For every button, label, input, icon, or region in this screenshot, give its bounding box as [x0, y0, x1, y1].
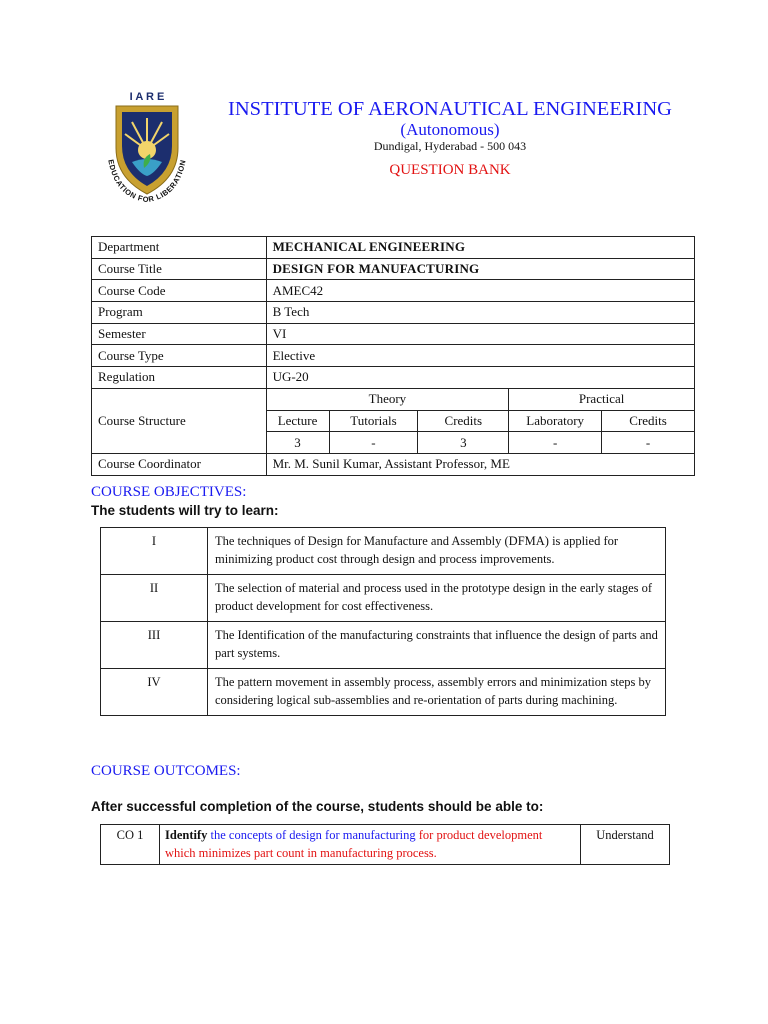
- table-row: [92, 258, 695, 280]
- course-code-label: Course Code: [92, 280, 267, 302]
- logo-motto: EDUCATION FOR LIBERATION: [106, 158, 188, 205]
- table-row: [92, 453, 695, 475]
- regulation-value: UG-20: [266, 367, 694, 389]
- practical-credits-value: -: [602, 432, 695, 454]
- department-label: Department: [92, 237, 267, 259]
- practical-credits-header: Credits: [602, 410, 695, 432]
- credits-header: Credits: [418, 410, 509, 432]
- course-type-label: Course Type: [92, 345, 267, 367]
- course-title-value: DESIGN FOR MANUFACTURING: [266, 258, 694, 280]
- table-row: [101, 825, 670, 865]
- objective-number: III: [101, 622, 208, 669]
- objectives-subheading: The students will try to learn:: [91, 503, 279, 518]
- objective-text: The techniques of Design for Manufacture and Assembly (DFMA) is applied for minimizing product cost through design and process improvements.: [208, 528, 666, 575]
- table-row: [92, 280, 695, 302]
- outcome-level: Understand: [581, 825, 670, 865]
- lecture-header: Lecture: [266, 410, 329, 432]
- table-row: [92, 237, 695, 259]
- outcome-verb: Identify: [165, 828, 208, 842]
- institute-logo: [92, 88, 202, 206]
- outcomes-heading: COURSE OUTCOMES:: [91, 763, 241, 779]
- coordinator-label: Course Coordinator: [92, 453, 267, 475]
- credits-value: 3: [418, 432, 509, 454]
- table-row: [92, 367, 695, 389]
- semester-value: VI: [266, 323, 694, 345]
- objective-number: II: [101, 575, 208, 622]
- institute-name: INSTITUTE OF AERONAUTICAL ENGINEERING: [228, 98, 672, 120]
- objective-text: The pattern movement in assembly process, assembly errors and minimization steps by considering logical sub-assemblies and re-orientation of parts during machining.: [208, 669, 666, 716]
- course-structure-label: Course Structure: [92, 388, 267, 453]
- semester-label: Semester: [92, 323, 267, 345]
- table-row: [92, 388, 695, 410]
- outcomes-subheading: After successful completion of the course, students should be able to:: [91, 799, 544, 814]
- table-row: [92, 323, 695, 345]
- objective-text: The selection of material and process used in the prototype design in the early stages of product development for cost effectiveness.: [208, 575, 666, 622]
- outcome-code: CO 1: [101, 825, 160, 865]
- program-label: Program: [92, 302, 267, 324]
- table-row: [101, 575, 666, 622]
- course-title-label: Course Title: [92, 258, 267, 280]
- objectives-table: [100, 527, 666, 716]
- practical-header: Practical: [509, 388, 695, 410]
- course-code-value: AMEC42: [266, 280, 694, 302]
- course-details-table: [91, 236, 695, 476]
- regulation-label: Regulation: [92, 367, 267, 389]
- institute-address: Dundigal, Hyderabad - 500 043: [373, 139, 527, 153]
- table-row: [92, 302, 695, 324]
- theory-header: Theory: [266, 388, 509, 410]
- logo-text: I A R E: [129, 91, 165, 103]
- program-value: B Tech: [266, 302, 694, 324]
- tutorials-value: -: [329, 432, 418, 454]
- objectives-heading: COURSE OBJECTIVES:: [91, 484, 247, 500]
- document-title: QUESTION BANK: [389, 162, 511, 178]
- outcome-concept: the concepts of design for manufacturing: [210, 828, 416, 842]
- outcome-text: [160, 825, 581, 865]
- institute-status: (Autonomous): [400, 120, 500, 139]
- table-row: [101, 528, 666, 575]
- lecture-value: 3: [266, 432, 329, 454]
- objective-number: I: [101, 528, 208, 575]
- outcomes-table: [100, 824, 670, 865]
- objective-number: IV: [101, 669, 208, 716]
- table-row: [101, 622, 666, 669]
- objective-text: The Identification of the manufacturing constraints that influence the design of parts and part systems.: [208, 622, 666, 669]
- laboratory-value: -: [509, 432, 602, 454]
- department-value: MECHANICAL ENGINEERING: [266, 237, 694, 259]
- tutorials-header: Tutorials: [329, 410, 418, 432]
- outcome-application: for product development which minimizes part count in manufacturing process.: [165, 828, 543, 860]
- table-row: [101, 669, 666, 716]
- table-row: [92, 345, 695, 367]
- coordinator-value: Mr. M. Sunil Kumar, Assistant Professor, ME: [266, 453, 694, 475]
- laboratory-header: Laboratory: [509, 410, 602, 432]
- course-type-value: Elective: [266, 345, 694, 367]
